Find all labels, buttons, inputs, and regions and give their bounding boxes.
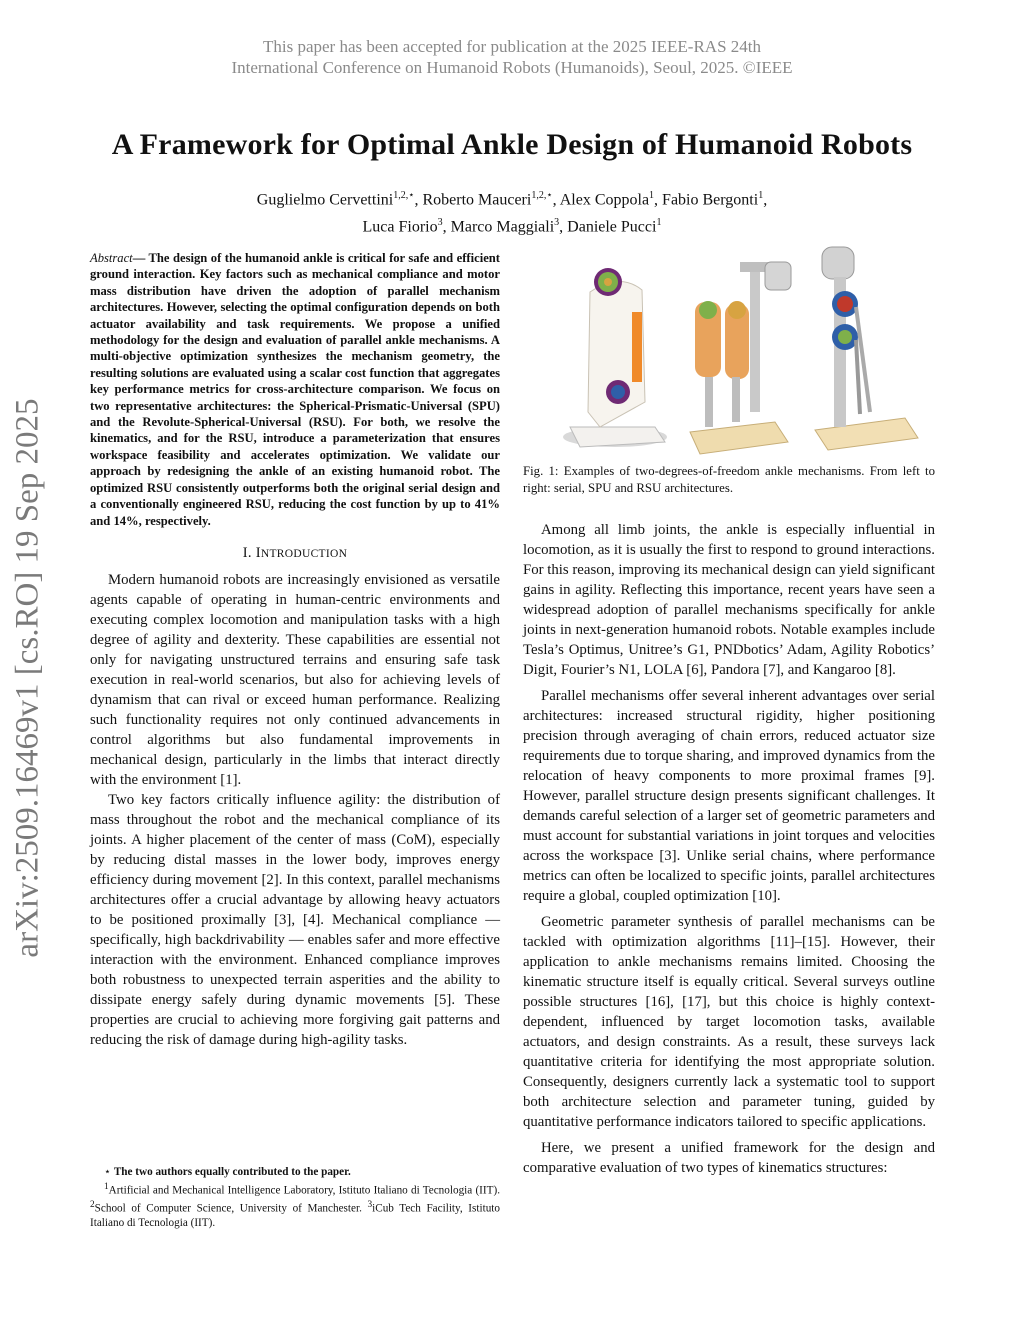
left-column — [90, 250, 500, 1050]
notice-line-1: This paper has been accepted for publication at the 2025 IEEE-RAS 24th — [262, 37, 762, 56]
author-affiliation: 1 — [656, 217, 662, 229]
author-affiliation: 3 — [554, 217, 560, 229]
serial-mechanism-render — [563, 268, 667, 447]
section-title-initial: I — [255, 544, 261, 561]
figure-caption: Fig. 1: Examples of two-degrees-of-freedom ankle mechanisms. From left to right: serial, SPU and RSU architectures. — [523, 464, 935, 495]
abstract-text: — The design of the humanoid ankle is critical for safe and efficient ground interaction. Key factors such as mechanical compliance and motor mass distribution have driven the adoption of parallel mechanism architectures. However, selecting the optimal configuration depends on both actuator availability and task requirements. We propose a unified methodology for the design and evaluation of parallel ankle mechanisms. A multi-objective optimization synthesizes the mechanism geometry, the resulting solutions are evaluated using a scalar cost function that aggregates key performance metrics for cross-architecture comparison. We focus on two representative architectures: the Spherical-Prismatic-Universal (SPU) and the Revolute-Spherical-Universal (RSU). For both, we resolve the kinematics, and for the RSU, introduce a parameterization that ensures workspace feasibility and accelerates optimization. We validate our approach by redesigning the ankle of an existing humanoid robot. The optimized RSU consistently outperforms both the original serial design and a conventionally engineered RSU, reducing the cost function by up to 41% and 14%, respectively. — [90, 251, 500, 528]
intro-paragraph-1: Modern humanoid robots are increasingly envisioned as versatile agents capable of operating in human-centric environments and executing complex locomotion and manipulation tasks with a high degree of agility and dexterity. These capabilities are essential not only for navigating unstructured terrains and ensuring safe task execution in real-world scenarios, but also for achieving levels of dynamism that can rival or exceed human performance. Realizing such functionality requires not only continued advancements in control algorithms but also fundamental improvements in mechanical design, particularly in the limbs that interact directly with the environment [1]. — [90, 571, 500, 788]
notice-line-2: International Conference on Humanoid Robots (Humanoids), Seoul, 2025. ©IEEE — [231, 58, 793, 77]
author-name: Roberto Mauceri — [422, 191, 532, 209]
body-paragraph-framework: Here, we present a unified framework for the design and comparative evaluation of two types of kinematics structures: — [523, 1140, 935, 1176]
footnote-affiliations: $^1$Artificial and Mechanical Intelligence Laboratory, Istituto Italiano di Tecnologia (IIT). $^2$School of Computer Science, University of Manchester. $^3$iCub Tech Facility, Istituto Italiano di Tecnologia (IIT). — [90, 1181, 500, 1229]
section-heading-introduction — [90, 543, 500, 564]
author-affiliation: 3 — [437, 217, 443, 229]
author-line-1: Guglielmo Cervettini$^{1,2,⋆}$, Roberto Mauceri$^{1,2,⋆}$, Alex Coppola$^1$, Fabio Bergonti$^1$, — [256, 190, 768, 209]
author-name: Luca Fiorio — [362, 218, 438, 236]
footnote-equal-contribution: ⋆ The two authors equally contributed to the paper. — [104, 1166, 351, 1178]
arxiv-sidebar — [8, 378, 48, 978]
footnotes — [90, 1165, 500, 1230]
author-name: Alex Coppola — [559, 191, 650, 209]
abstract — [90, 250, 500, 529]
publication-notice — [0, 36, 1024, 78]
author-affiliation: 1,2,⋆ — [393, 190, 415, 201]
paper-title: A Framework for Optimal Ankle Design of Humanoid Robots — [111, 128, 913, 161]
body-paragraph-parallel-advantages: Parallel mechanisms offer several inherent advantages over serial architectures: increased structural rigidity, higher positioning precision through averaging of chain errors, reduced actuator size requirements due to torque sharing, and improved dynamics from the relocation of heavy components to more proximal frames [9]. However, parallel structure design presents significant challenges. It demands careful selection of a larger set of geometric parameters and must account for substantial variations in joint torques and velocities across the workspace [3]. Unlike serial chains, where performance metrics can often be localized to specific joints, parallel architectures require a global, coupled optimization [10]. — [523, 688, 935, 904]
author-affiliation: 1,2,⋆ — [531, 190, 553, 201]
body-paragraph-ankle-influence: Among all limb joints, the ankle is especially influential in locomotion, as it is usually the first to respond to ground interactions. For this reason, improving its mechanical design can yield significant gains in agility. Reflecting this importance, recent years have seen a widespread adoption of parallel mechanisms specifically for ankle joints in next-generation humanoid robots. Notable examples include Tesla’s Optimus, Unitree’s G1, PNDbotics’ Adam, Agility Robotics’ Digit, Fourier’s N1, LOLA [6], Pandora [7], and Kangaroo [8]. — [523, 522, 935, 678]
rsu-mechanism-render — [815, 247, 918, 450]
right-column — [523, 520, 935, 1178]
body-paragraph-parameter-synthesis: Geometric parameter synthesis of parallel mechanisms can be tackled with optimization algorithms [11]–[15]. However, their application to ankle mechanisms remains limited. Choosing the kinematic structure itself is equally critical. Several surveys outline possible structures [16], [17], but this choice is highly context-dependent, influenced by target locomotion tasks, available actuators, and design constraints. As a result, these surveys lack quantitative criteria for identifying the most appropriate solution. Consequently, designers currently lack a systematic tool to support both architecture selection and parameter tuning, guided by quantitative performance indicators tailored to specific applications. — [523, 914, 935, 1130]
section-numeral: I. — [242, 544, 256, 561]
author-name: Marco Maggiali — [450, 218, 555, 236]
author-name: Fabio Bergonti — [662, 191, 759, 209]
author-affiliation: 1 — [649, 190, 655, 201]
abstract-label: Abstract — [90, 251, 133, 265]
section-title-rest: NTRODUCTION — [260, 547, 348, 560]
arxiv-identifier: arXiv:2509.16469v1 [cs.RO] 19 Sep 2025 — [9, 398, 46, 958]
ankle-mechanisms-figure — [560, 242, 940, 456]
author-list — [0, 184, 1024, 239]
author-line-2: Luca Fiorio$^3$, Marco Maggiali$^3$, Daniele Pucci$^1$ — [362, 217, 662, 236]
spu-mechanism-render — [690, 262, 791, 454]
author-name: Daniele Pucci — [567, 218, 657, 236]
intro-paragraph-2: Two key factors critically influence agility: the distribution of mass throughout the robot and the mechanical compliance of its joints. A higher placement of the center of mass (CoM), especially by reducing distal masses in the lower body, improves energy efficiency during movement [2]. In this context, parallel mechanisms architectures offer a crucial advantage by allowing heavy actuators to be positioned proximally [3], [4]. Mechanical compliance — specifically, high backdrivability — enables safer and more effective interaction with the environment. Enhanced compliance improves both robustness to unexpected terrain asperities and the ability to dissipate energy safely during dynamic movements [5]. These properties are crucial to achieving more forgiving gait patterns and reducing the risk of damage during high-agility tasks. — [90, 791, 500, 1048]
author-name: Guglielmo Cervettini — [256, 191, 394, 209]
author-affiliation: 1 — [758, 190, 764, 201]
